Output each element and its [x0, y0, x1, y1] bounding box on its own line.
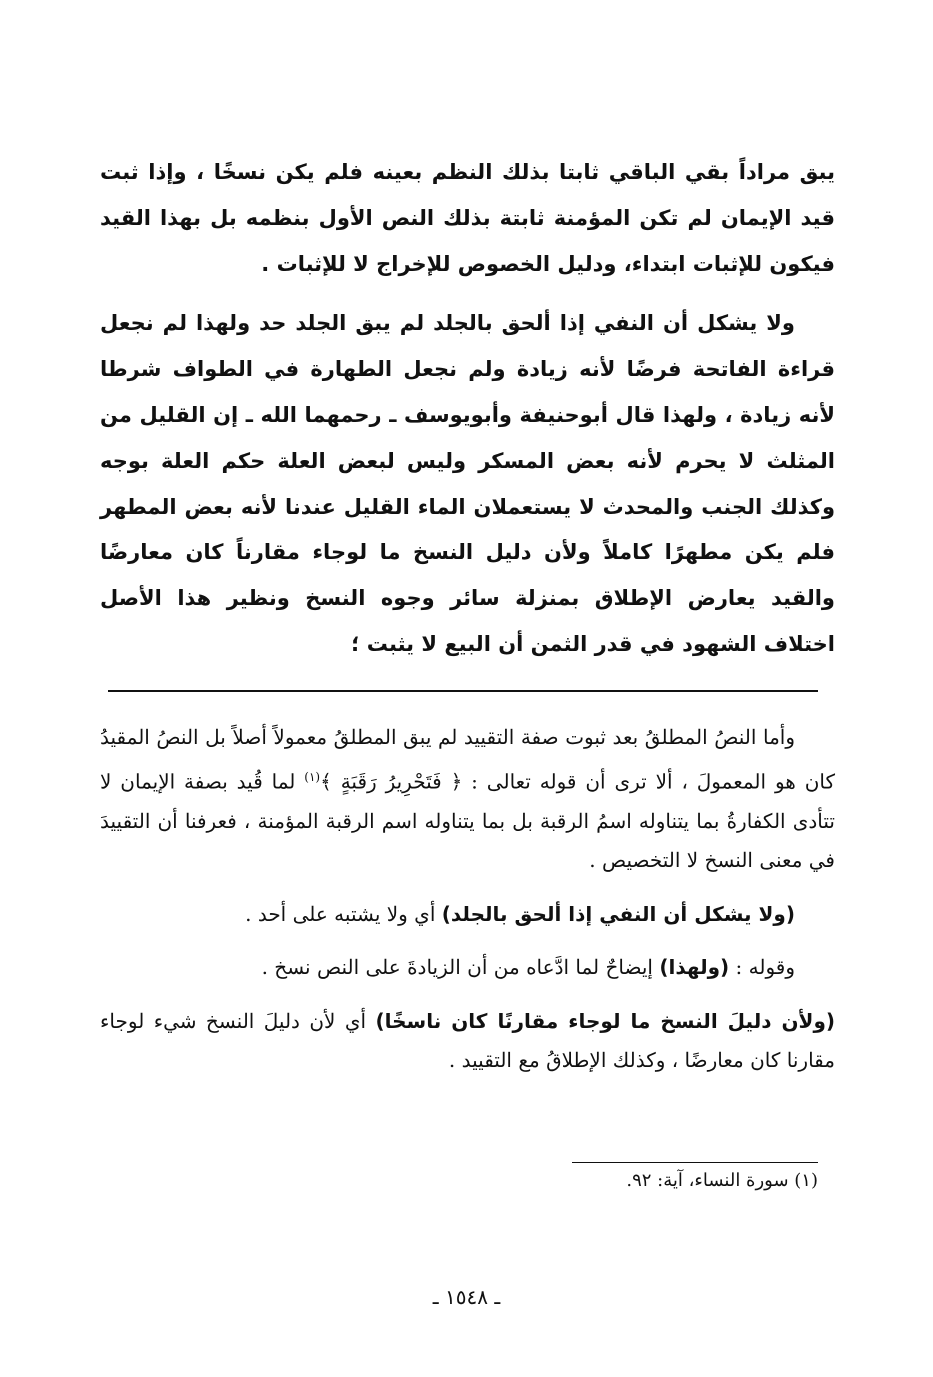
commentary-paragraph-2 [100, 895, 835, 935]
commentary-p3-pre: وقوله : [729, 955, 795, 980]
commentary-p3-quote: (ولهذا) [659, 955, 730, 980]
footnote-rule [572, 1162, 818, 1163]
main-paragraph-1: يبق مراداً بقي الباقي ثابتا بذلك النظم بعينه فلم يكن نسخًا ، وإذا ثبت قيد الإيمان لم تكن المؤمنة ثابتة بذلك النص الأول بنظمه بل بهذا القيد فيكون للإثبات ابتداء، ودليل الخصوص للإخراج لا للإثبات . [100, 160, 835, 276]
main-separator-rule [108, 690, 818, 692]
page-number: ـ ١٥٤٨ ـ [432, 1285, 501, 1309]
commentary-text [100, 718, 835, 1081]
commentary-p2-rest: أي ولا يشتبه على أحد . [245, 901, 442, 926]
commentary-p3-rest: إيضاحٌ لما ادَّعاه من أن الزيادةَ على النص نسخ . [261, 955, 660, 980]
commentary-p2-quote: (ولا يشكل أن النفي إذا ألحق بالجلد) [441, 901, 795, 926]
commentary-paragraph-3 [100, 948, 835, 988]
main-paragraph-2: ولا يشكل أن النفي إذا ألحق بالجلد لم يبق الجلد حد ولهذا لم نجعل قراءة الفاتحة فرضًا لأنه زيادة ولم نجعل الطهارة في الطواف شرطا لأنه زيادة ، ولهذا قال أبوحنيفة وأبويوسف ـ رحمهما الله ـ إن القليل من المثلث لا يحرم لأنه بعض المسكر وليس لبعض العلة حكم العلة بوجه وكذلك الجنب والمحدث لا يستعملان الماء القليل عندنا لأنه بعض المطهر فلم يكن مطهرًا كاملاً ولأن دليل النسخ ما لوجاء مقارناً كان معارضًا والقيد يعارض الإطلاق بمنزلة سائر وجوه النسخ ونظير هذا الأصل اختلاف الشهود في قدر الثمن أن البيع لا يثبت ؛ [100, 311, 835, 656]
commentary-p4-rest: أي لأن دليلَ النسخ شيء لوجاء مقارنا كان معارضًا ، وكذلك الإطلاقُ مع التقييد . [100, 1008, 835, 1073]
footnote: (١) سورة النساء، آية: ٩٢. [626, 1170, 818, 1191]
main-text [100, 150, 835, 668]
commentary-p1-rest: لما قُيد بصفة الإيمان لا تتأدى الكفارةُ بما يتناوله اسمُ الرقبة بل بما يتناوله اسم الرقبة المؤمنة ، فعرفنا أن التقييدَ في معنى النسخ لا التخصيص . [100, 769, 835, 873]
commentary-p4-quote: (ولأن دليلَ النسخ ما لوجاء مقارنًا كان ناسخًا) [375, 1008, 836, 1033]
commentary-paragraph-4 [100, 1002, 835, 1081]
commentary-paragraph-1 [100, 718, 835, 881]
footnote-reference: (١) [304, 769, 321, 784]
commentary-p1-text: وأما النصُ المطلقُ بعد ثبوت صفة التقييد لم يبق المطلقُ معمولاً أصلاً بل النصُ المقيدُ كان هو المعمولَ ، ألا ترى أن قوله تعالى : ﴿ فَتَحْرِيرُ رَقَبَةٍ ﴾ [100, 725, 836, 794]
